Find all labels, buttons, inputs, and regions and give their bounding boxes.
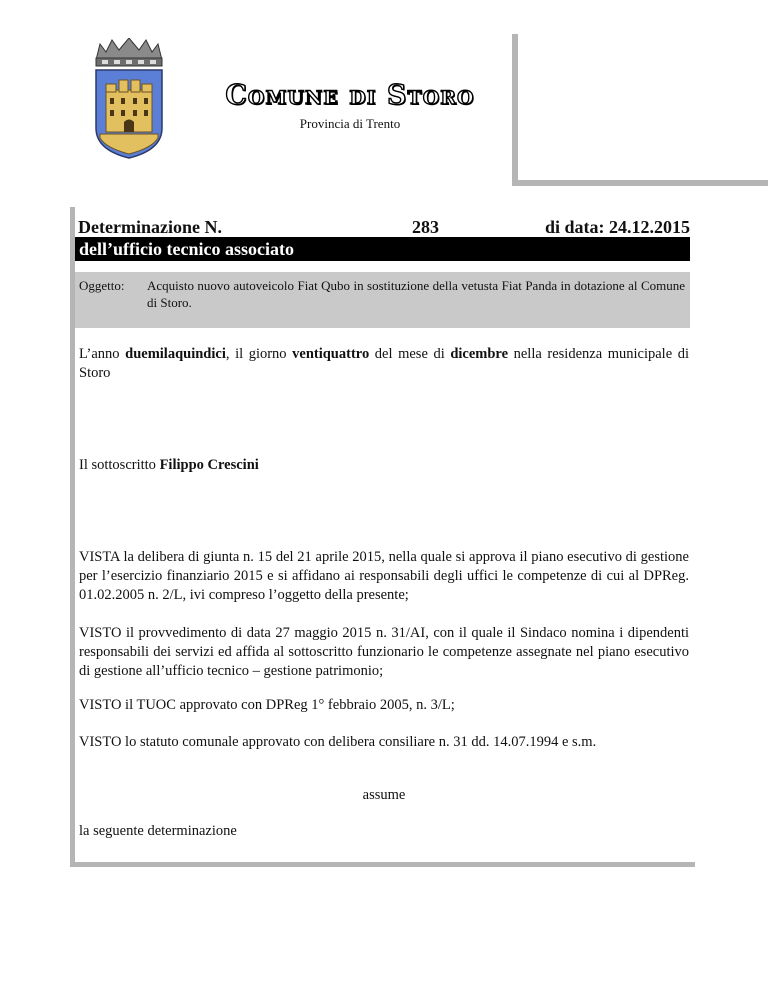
determination-label: Determinazione N. xyxy=(78,217,222,237)
intro-text-3: del mese di xyxy=(369,346,451,362)
subject-text: Acquisto nuovo autoveicolo Fiat Qubo in sostituzione della vetusta Fiat Panda in dotazione al Comune di Storo. xyxy=(147,278,685,310)
coat-of-arms-logo xyxy=(92,38,166,160)
intro-paragraph xyxy=(79,345,689,383)
visto-provvedimento-paragraph: VISTO il provvedimento di data 27 maggio 2015 n. 31/AI, con il quale il Sindaco nomina i dipendenti responsabili dei servizi ed affida al sottoscritto funzionario le competenze assegnate nel piano esecutivo di gestione all’ufficio tecnico – gestione patrimonio; xyxy=(79,625,689,679)
header-frame-right xyxy=(512,34,518,186)
subject-box xyxy=(75,272,690,328)
page-title: Comune di Storo xyxy=(225,80,475,111)
signer-prefix: Il sottoscritto xyxy=(79,457,160,473)
vista-paragraph: VISTA la delibera di giunta n. 15 del 21 aprile 2015, nella quale si approva il piano esecutivo di gestione per l’esercizio finanziario 2015 e si affidano ai responsabili degli uffici le competenze di cui al DPReg. 01.02.2005 n. 2/L, ivi compreso l’oggetto della presente; xyxy=(79,549,689,603)
closing-text: la seguente determinazione xyxy=(79,823,237,839)
intro-month: dicembre xyxy=(450,346,509,362)
intro-text-2: , il giorno xyxy=(225,346,293,362)
signer-name: Filippo Crescini xyxy=(159,457,259,473)
crown-icon xyxy=(96,38,162,66)
intro-text-1: L’anno xyxy=(79,346,126,362)
visto-statuto-paragraph: VISTO lo statuto comunale approvato con delibera consiliare n. 31 dd. 14.07.1994 e s.m. xyxy=(79,734,597,750)
intro-day: ventiquattro xyxy=(292,346,370,362)
office-band: dell’ufficio tecnico associato xyxy=(75,237,690,261)
determination-date: di data: 24.12.2015 xyxy=(544,217,690,237)
assume-text: assume xyxy=(362,787,406,803)
page-subtitle: Provincia di Trento xyxy=(299,116,401,131)
intro-year: duemilaquindici xyxy=(125,346,226,362)
determination-row xyxy=(78,215,690,239)
signer-paragraph xyxy=(79,456,689,475)
document-frame-bottom xyxy=(70,862,695,867)
subject-label: Oggetto: xyxy=(79,278,125,293)
determination-number: 283 xyxy=(412,217,439,237)
header-frame-bottom xyxy=(512,180,768,186)
intro-text-4: nella residenza municipale di Storo xyxy=(79,346,689,381)
visto-tuoc-paragraph: VISTO il TUOC approvato con DPReg 1° febbraio 2005, n. 3/L; xyxy=(79,697,455,713)
